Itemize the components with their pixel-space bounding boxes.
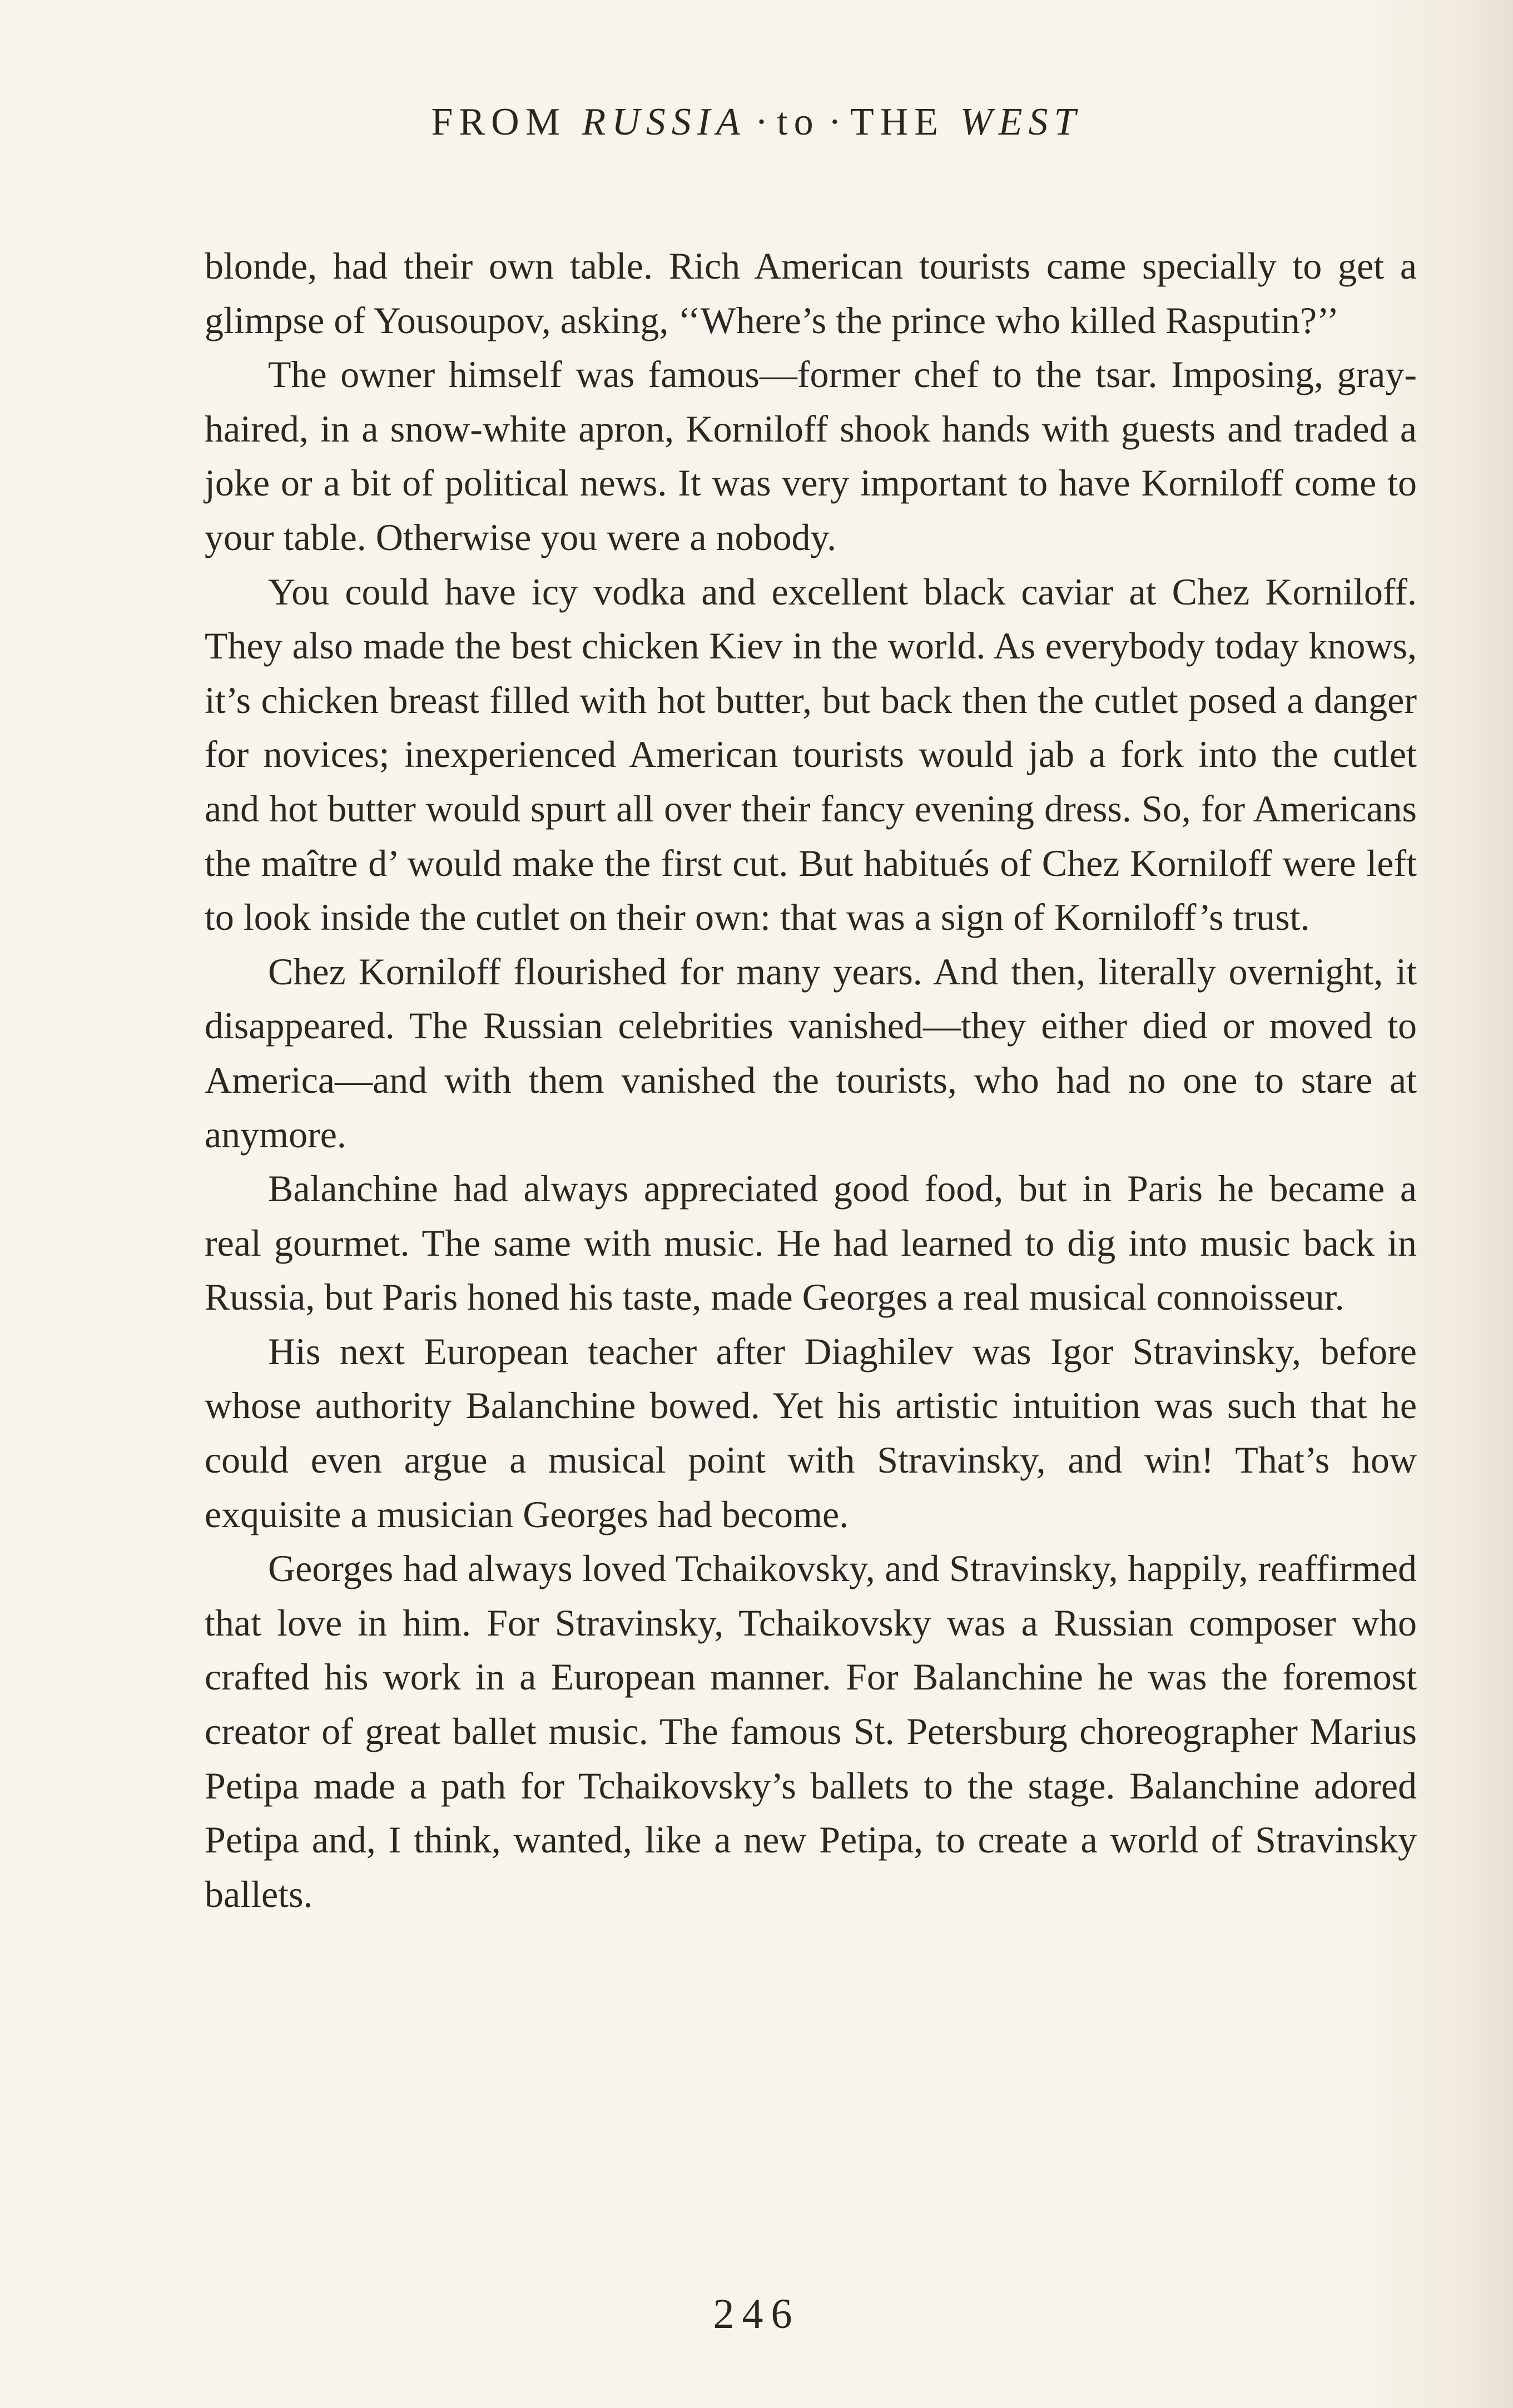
body-text [205,239,1417,1921]
paragraph: His next European teacher after Diaghilev was Igor Stravinsky, before whose authority Balanchine bowed. Yet his artistic intuition was such that he could even argue a musical point with Stravinsky, and win! That’s how exquisite a musician Georges had become. [205,1330,1417,1535]
running-head-russia: RUSSIA [582,101,746,143]
running-head [0,100,1513,145]
paragraph: Balanchine had always appreciated good food, but in Paris he became a real gourmet. The same with music. He had learned to dig into music back in Russia, but Paris honed his taste, made Georges a real musical connoisseur. [205,1167,1417,1319]
running-head-west: WEST [960,101,1082,143]
paragraph: Georges had always loved Tchaikovsky, and Stravinsky, happily, reaffirmed that love in him. For Stravinsky, Tchaikovsky was a Russian composer who crafted his work in a European manner. For Balanchine he was the foremost creator of great ballet music. The famous St. Petersburg choreographer Marius Petipa made a path for Tchaikovsky’s ballets to the stage. Balanchine adored Petipa and, I think, wanted, like a new Petipa, to create a world of Stravinsky ballets. [205,1547,1417,1915]
paragraph: blonde, had their own table. Rich American tourists came specially to get a glimpse of Yousoupov, asking, ‘‘Where’s the prince who killed Rasputin?’’ [205,245,1417,341]
paragraph: You could have icy vodka and excellent black caviar at Chez Korniloff. They also made the best chicken Kiev in the world. As everybody today knows, it’s chicken breast filled with hot butter, but back then the cutlet posed a danger for novices; inexperienced American tourists would jab a fork into the cutlet and hot butter would spurt all over their fancy evening dress. So, for Americans the maître d’ would make the first cut. But habitués of Chez Korniloff were left to look inside the cutlet on their own: that was a sign of Korniloff’s trust. [205,570,1417,939]
running-head-to: to [777,101,820,143]
running-head-the: THE [850,101,944,143]
paragraph: Chez Korniloff flourished for many years. And then, literally overnight, it disappeared. The Russian celebrities vanished—they either died or moved to America—and with them vanished the tourists, who had no one to stare at anymore. [205,950,1417,1156]
running-head-from: FROM [431,101,566,143]
paragraph: The owner himself was famous—former chef to the tsar. Imposing, gray-haired, in a snow-white apron, Korniloff shook hands with guests and traded a joke or a bit of political news. It was very important to have Korniloff come to your table. Otherwise you were a nobody. [205,353,1417,558]
running-head-separator: · [828,101,841,143]
running-head-separator: · [755,101,768,143]
page-number: 246 [713,2291,800,2337]
